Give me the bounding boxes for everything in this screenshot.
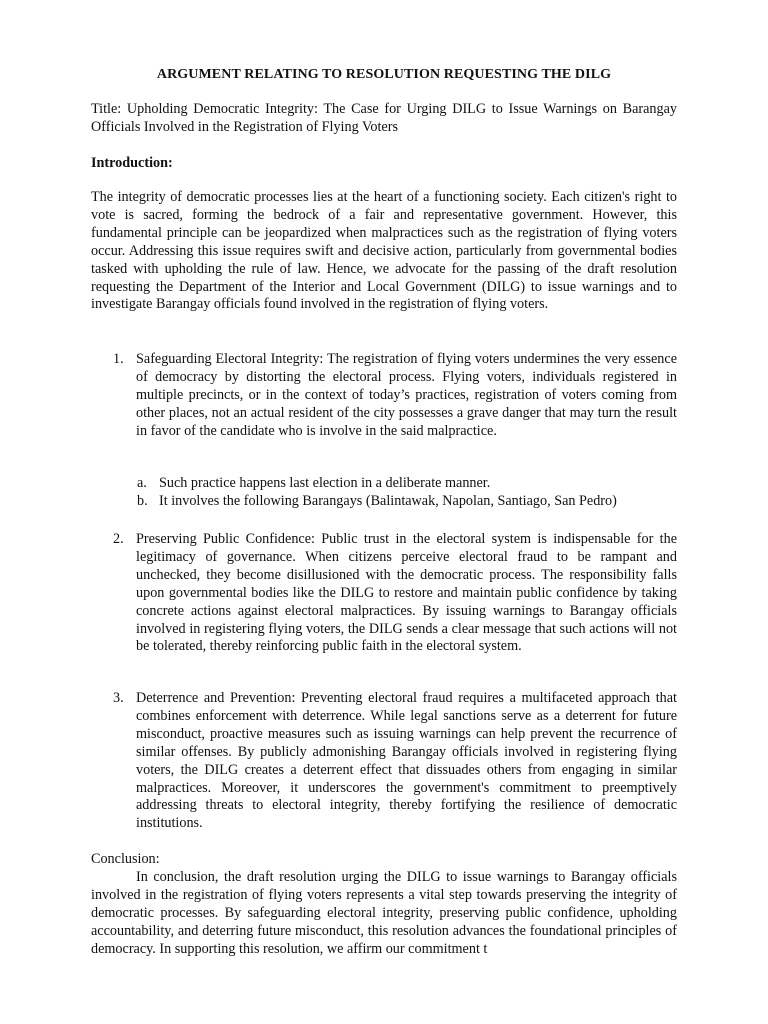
point-text: Safeguarding Electoral Integrity: The registration of flying voters undermines the very essence of democracy by distorting the electoral process. Flying voters, individuals registered in multiple precincts, or in the context of today’s practices, registration of voters coming from other places, not an actual resident of the city possesses a grave danger that may turn the result in favor of the candidate who is involve in the said malpractice. (136, 351, 677, 439)
document-title: Title: Upholding Democratic Integrity: The Case for Urging DILG to Issue Warnings on Barangay Officials Involved in the Registration of Flying Voters (91, 101, 677, 135)
point-number: 1. (113, 351, 124, 367)
sub-point-letter: a. (137, 475, 147, 491)
point-item (113, 351, 677, 441)
sub-point-letter: b. (137, 492, 148, 509)
sub-point-list (137, 475, 677, 511)
point-item (113, 690, 677, 833)
conclusion-paragraph: In conclusion, the draft resolution urging the DILG to issue warnings to Barangay officials involved in the registration of flying voters represents a vital step towards preserving the integrity of democratic processes. By safeguarding electoral integrity, preserving public confidence, upholding accountability, and deterring future misconduct, this resolution advances the foundational principles of democracy. In supporting this resolution, we affirm our commitment t (91, 869, 677, 957)
sub-point-item (137, 475, 677, 493)
introduction-heading: Introduction: (91, 155, 173, 171)
point-text: Deterrence and Prevention: Preventing electoral fraud requires a multifaceted approach that combines enforcement with deterrence. While legal sanctions serve as a deterrent for future misconduct, proactive measures such as issuing warnings can help prevent the recurrence of similar offenses. By publicly admonishing Barangay officials involved in registering flying voters, the DILG creates a deterrent effect that dissuades others from engaging in similar malpractices. Moreover, it underscores the government's commitment to preemptively addressing threats to electoral integrity, thereby fortifying the resilience of democratic institutions. (136, 690, 677, 832)
point-item (113, 531, 677, 656)
sub-point-text: Such practice happens last election in a deliberate manner. (159, 475, 491, 491)
point-number: 3. (113, 690, 124, 706)
point-number: 2. (113, 531, 124, 547)
document-heading: ARGUMENT RELATING TO RESOLUTION REQUESTING THE DILG (156, 67, 612, 82)
conclusion-heading: Conclusion: (91, 851, 160, 867)
sub-point-text: It involves the following Barangays (Balintawak, Napolan, Santiago, San Pedro) (159, 492, 617, 509)
introduction-paragraph: The integrity of democratic processes lies at the heart of a functioning society. Each citizen's right to vote is sacred, forming the bedrock of a fair and representative government. However, this fundamental principle can be jeopardized when malpractices such as the registration of flying voters occur. Addressing this issue requires swift and decisive action, particularly from governmental bodies tasked with upholding the rule of law. Hence, we advocate for the passing of the draft resolution requesting the Department of the Interior and Local Government (DILG) to issue warnings and to investigate Barangay officials found involved in the registration of flying voters. (91, 189, 677, 313)
sub-point-item (137, 493, 677, 511)
point-text: Preserving Public Confidence: Public trust in the electoral system is indispensable for the legitimacy of governance. When citizens perceive electoral fraud to be rampant and unchecked, they become disillusioned with the democratic process. The responsibility falls upon governmental bodies like the DILG to restore and maintain public confidence by taking concrete actions against electoral malpractices. By issuing warnings to Barangay officials involved in registering flying voters, the DILG sends a clear message that such actions will not be tolerated, thereby reinforcing public faith in the electoral system. (136, 531, 677, 655)
